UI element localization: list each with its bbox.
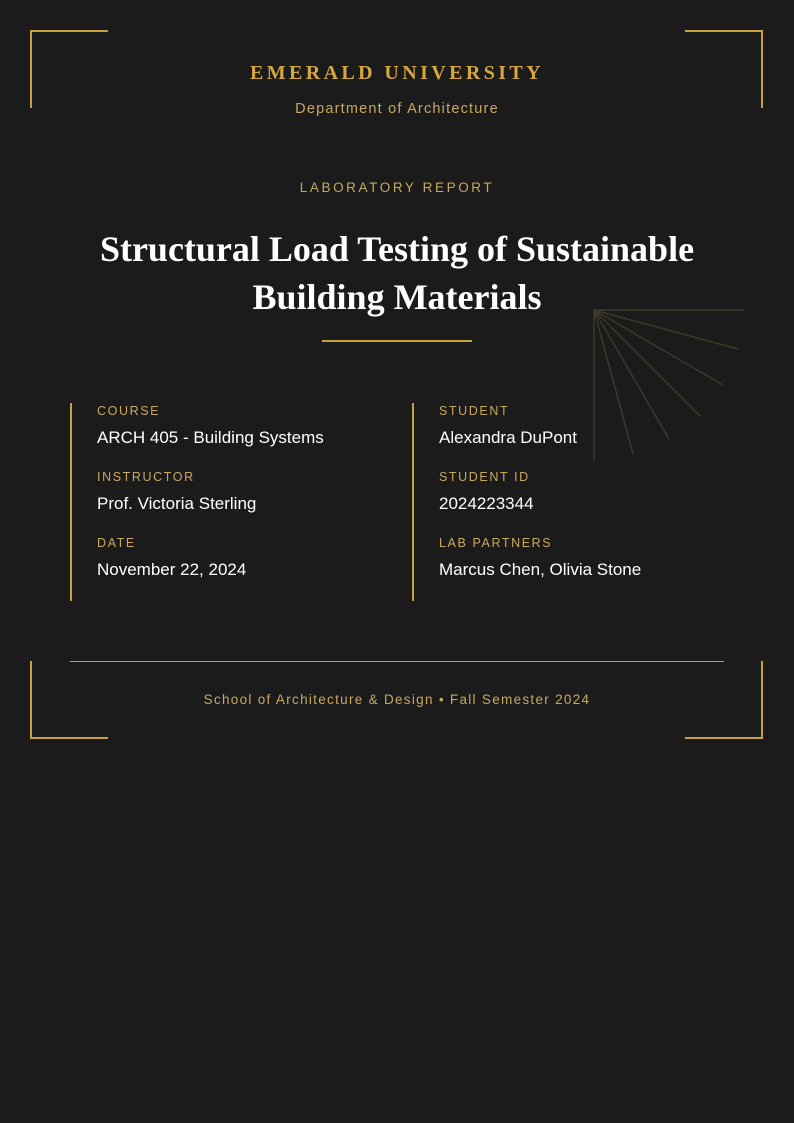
field-label: STUDENT <box>439 404 510 418</box>
footer-text: School of Architecture & Design • Fall Semester 2024 <box>203 692 591 707</box>
field-student <box>439 403 732 469</box>
department-name: Department of Architecture <box>295 101 499 117</box>
field-value: 2024223344 <box>439 494 534 513</box>
info-column-right <box>412 403 732 601</box>
info-column-left <box>70 403 390 601</box>
report-title: Structural Load Testing of Sustainable Building Materials <box>99 229 695 317</box>
field-date <box>97 535 390 601</box>
footer-divider <box>70 661 724 662</box>
field-label: STUDENT ID <box>439 470 530 484</box>
field-instructor <box>97 469 390 535</box>
field-value: Prof. Victoria Sterling <box>97 494 257 513</box>
field-label: COURSE <box>97 404 161 418</box>
field-label: DATE <box>97 536 136 550</box>
field-value: ARCH 405 - Building Systems <box>97 428 324 447</box>
field-value: Alexandra DuPont <box>439 428 577 447</box>
field-value: November 22, 2024 <box>97 560 247 579</box>
university-name: EMERALD UNIVERSITY <box>249 62 544 84</box>
report-type: LABORATORY REPORT <box>299 180 495 195</box>
field-value: Marcus Chen, Olivia Stone <box>439 560 642 579</box>
title-divider <box>322 340 472 342</box>
field-label: INSTRUCTOR <box>97 470 195 484</box>
field-lab-partners <box>439 535 732 601</box>
field-label: LAB PARTNERS <box>439 536 553 550</box>
field-course <box>97 403 390 469</box>
field-student-id <box>439 469 732 535</box>
